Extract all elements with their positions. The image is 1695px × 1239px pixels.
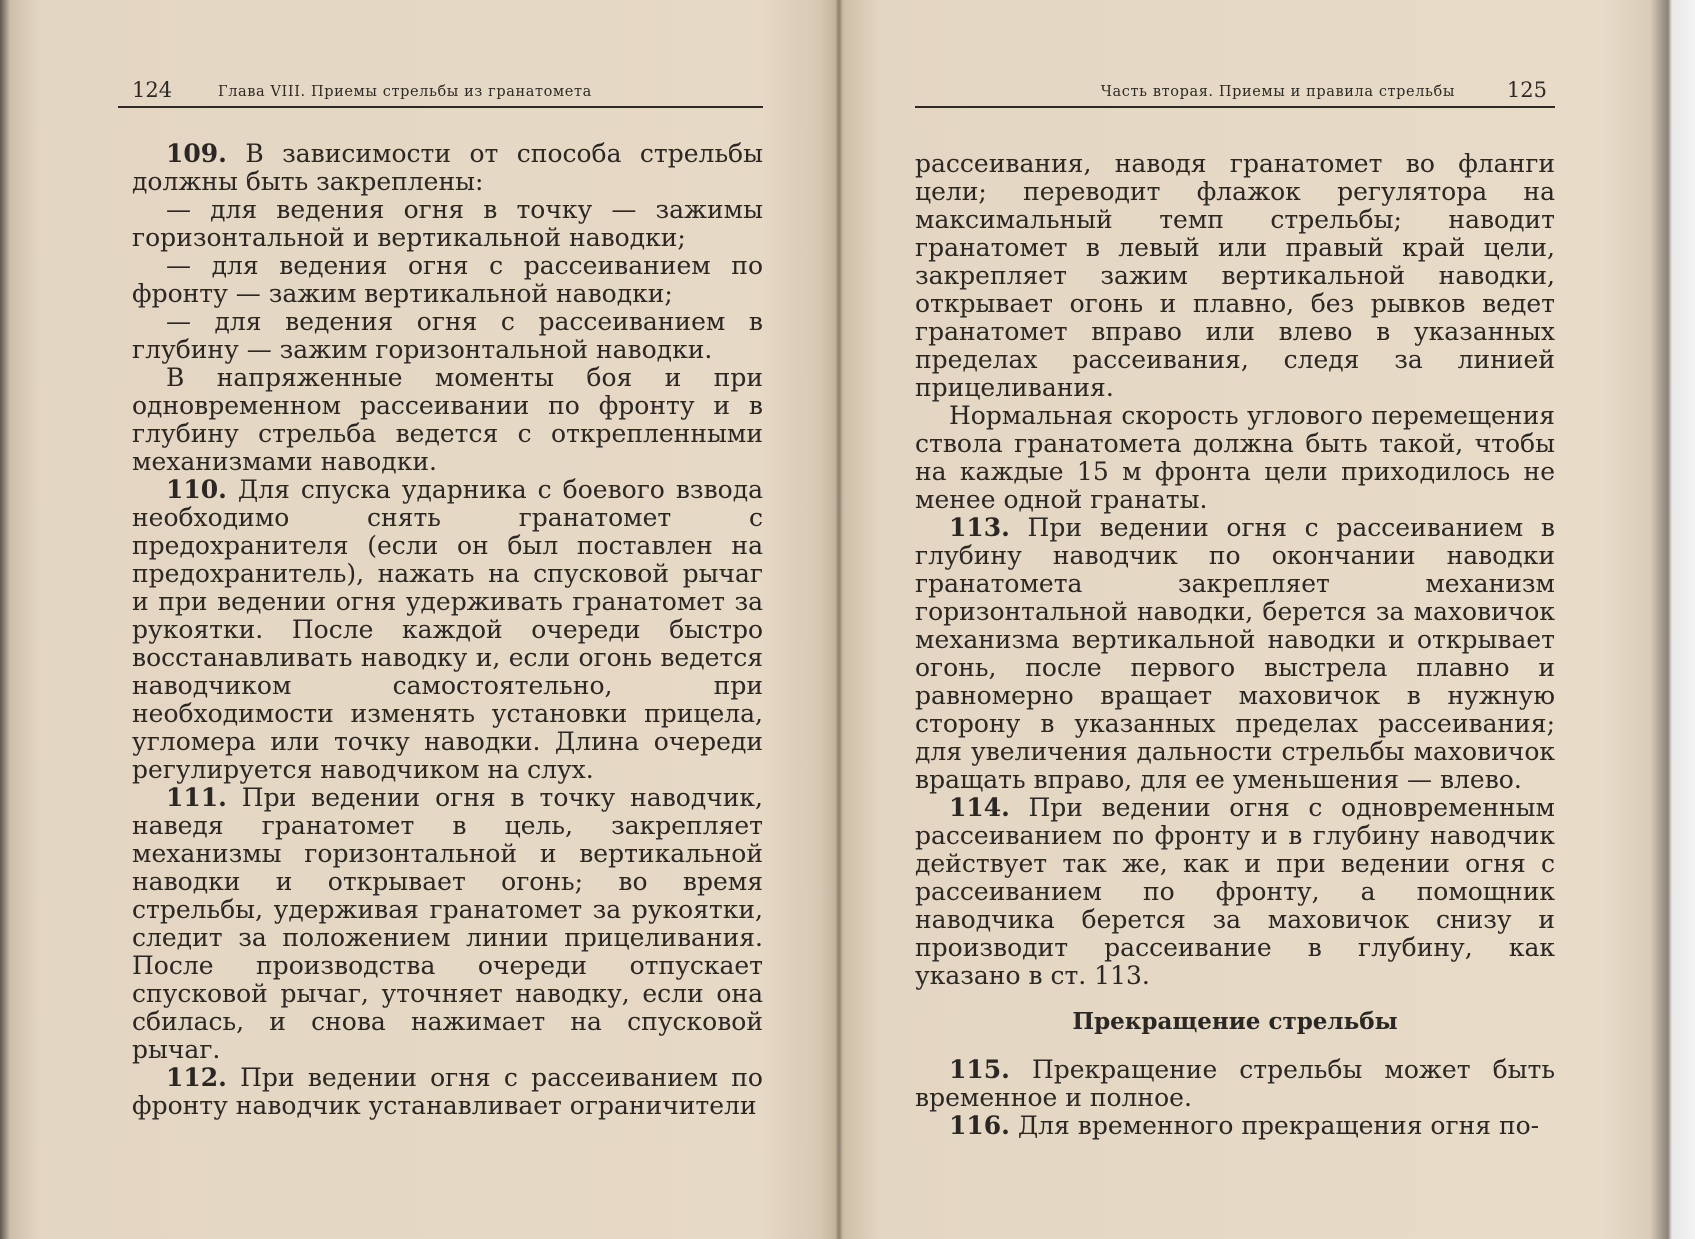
list-item-text: — для ведения огня в точку — зажимы горизонтальной и вертикальной наводки; xyxy=(132,195,763,252)
paragraph-text: При ведении огня с одновременным рассеиванием по фронту и в глубину наводчик действует так же, как и при ведении огня с рассеиванием по фронту, а помощник наводчика берется за маховичок снизу и производит рассеивание в глубину, как указано в ст. 113. xyxy=(915,793,1555,990)
paragraph-number: 115. xyxy=(949,1055,1010,1084)
section-heading: Прекращение стрельбы xyxy=(1072,1008,1398,1035)
left-page-number: 124 xyxy=(132,78,173,102)
paragraph-number: 112. xyxy=(166,1063,227,1092)
paragraph-113 xyxy=(915,514,1555,794)
paragraph-text: При ведении огня с рассеиванием по фронту наводчик устанавливает ограничители xyxy=(132,1063,763,1120)
left-running-head xyxy=(118,72,763,108)
paragraph-115 xyxy=(915,1056,1555,1112)
paragraph-continuation: рассеивания, наводя гранатомет во фланги цели; переводит флажок регулятора на максимальный темп стрельбы; наводит гранатомет в левый или правый край цели, закрепляет зажим вертикальной наводки, открывает огонь и плавно, без рывков ведет гранатомет вправо или влево в указанных пределах рассеивания, следя за линией прицеливания. xyxy=(915,149,1555,402)
paragraph-number: 110. xyxy=(166,475,227,504)
paragraph-116 xyxy=(915,1112,1555,1140)
paragraph-text: При ведении огня с рассеиванием в глубину наводчик по окончании наводки гранатомета закрепляет механизм горизонтальной наводки, берется за маховичок механизма вертикальной наводки и открывает огонь, после первого выстрела плавно и равномерно вращает маховичок в нужную сторону в указанных пределах рассеивания; для увеличения дальности стрельбы маховичок вращать вправо, для ее уменьшения — влево. xyxy=(915,513,1555,794)
paragraph-114 xyxy=(915,794,1555,990)
right-running-title: Часть вторая. Приемы и правила стрельбы xyxy=(1100,84,1455,100)
paragraph-text: При ведении огня в точку наводчик, наведя гранатомет в цель, закрепляет механизмы горизонтальной и вертикальной наводки и открывает огонь; во время стрельбы, удерживая гранатомет за рукоятки, следит за положением линии прицеливания. После производства очереди отпускает спусковой рычаг, уточняет наводку, если она сбилась, и снова нажимает на спусковой рычаг. xyxy=(132,783,763,1064)
list-item-text: — для ведения огня с рассеиванием в глубину — зажим горизонтальной наводки. xyxy=(132,307,763,364)
paragraph-109 xyxy=(132,140,763,196)
paragraph-number: 114. xyxy=(949,793,1010,822)
left-running-title: Глава VIII. Приемы стрельбы из гранатомета xyxy=(218,84,592,100)
paragraph-number: 111. xyxy=(166,783,227,812)
paragraph-text: Прекращение стрельбы может быть временное и полное. xyxy=(915,1055,1555,1112)
paragraph-text: Для спуска ударника с боевого взвода необходимо снять гранатомет с предохранителя (если он был поставлен на предохранитель), нажать на спусковой рычаг и при ведении огня удерживать гранатомет за рукоятки. После каждой очереди быстро восстанавливать наводку и, если огонь ведется наводчиком самостоятельно, при необходимости изменять установки прицела, угломера или точку наводки. Длина очереди регулируется наводчиком на слух. xyxy=(132,475,763,784)
paragraph-112 xyxy=(132,1064,763,1120)
list-item-text: — для ведения огня с рассеиванием по фронту — зажим вертикальной наводки; xyxy=(132,251,763,308)
paragraph-number: 109. xyxy=(166,139,227,168)
paragraph-number: 113. xyxy=(949,513,1010,542)
paragraph xyxy=(132,364,763,476)
list-item xyxy=(132,252,763,308)
right-page xyxy=(915,0,1555,1239)
paragraph-text: Нормальная скорость углового перемещения ствола гранатомета должна быть такой, чтобы на каждые 15 м фронта цели приходилось не менее одной гранаты. xyxy=(915,401,1555,514)
paragraph-111 xyxy=(132,784,763,1064)
paragraph-text: Для временного прекращения огня по- xyxy=(1009,1111,1540,1140)
paragraph-text: В зависимости от способа стрельбы должны быть закреплены: xyxy=(132,139,763,196)
paragraph-text: В напряженные моменты боя и при одновременном рассеивании по фронту и в глубину стрельба ведется с открепленными механизмами наводки. xyxy=(132,363,763,476)
paragraph xyxy=(915,402,1555,514)
right-page-text xyxy=(915,150,1555,1140)
list-item xyxy=(132,196,763,252)
paragraph-number: 116. xyxy=(949,1111,1010,1140)
right-page-number: 125 xyxy=(1506,78,1547,102)
list-item xyxy=(132,308,763,364)
paragraph-110 xyxy=(132,476,763,784)
left-page xyxy=(118,0,763,1239)
left-page-text xyxy=(132,140,763,1120)
right-running-head xyxy=(915,72,1555,108)
book-gutter xyxy=(836,0,842,1239)
